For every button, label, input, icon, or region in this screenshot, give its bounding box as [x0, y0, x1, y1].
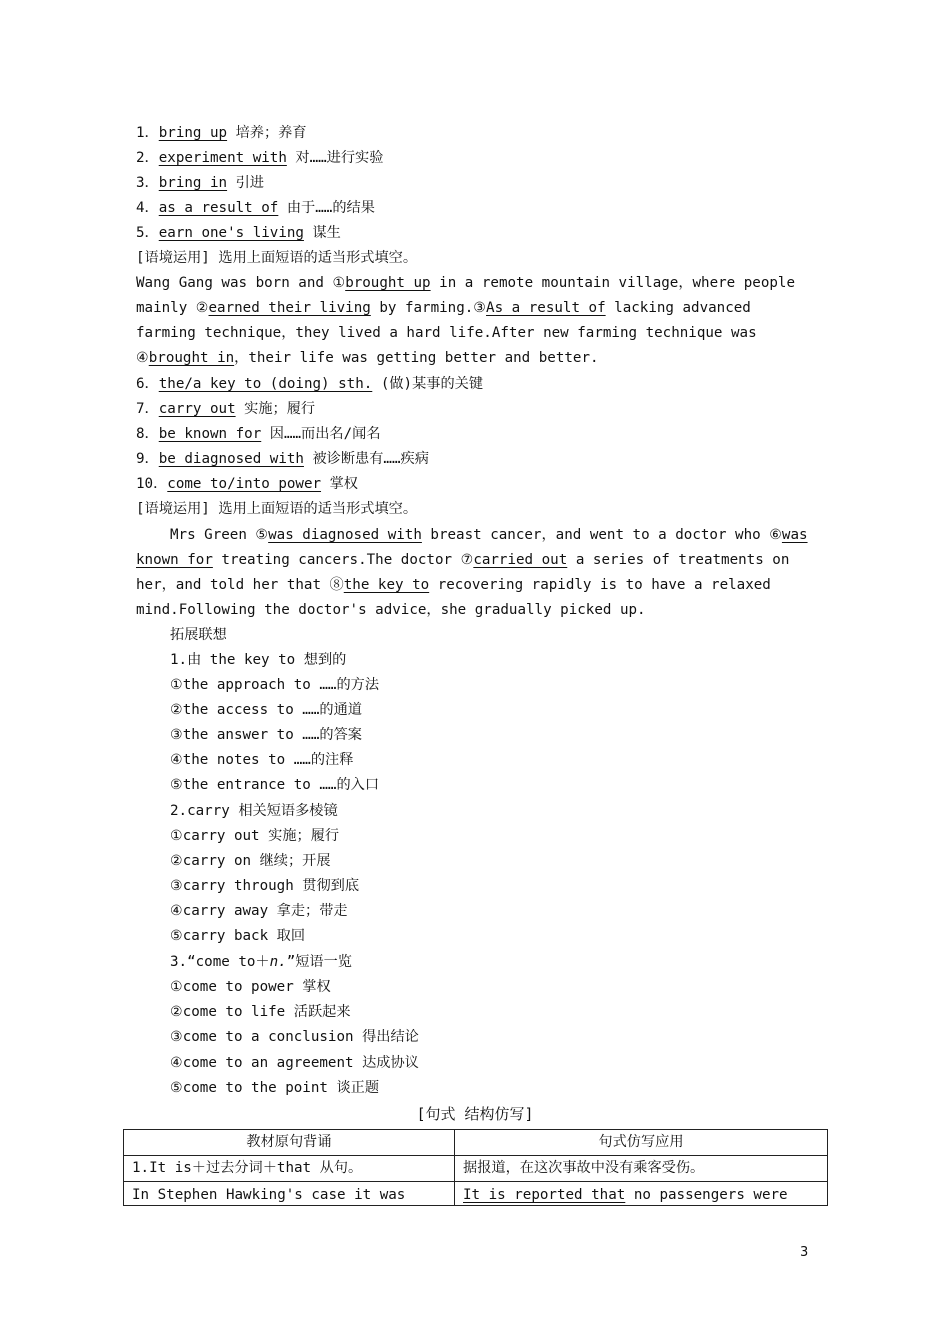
phrase-item-9: 9．be diagnosed with 被诊断患有……疾病 — [136, 451, 429, 467]
phrase-item-1: 1．bring up 培养；养育 — [136, 125, 307, 141]
table-header: 教材原句背诵 — [124, 1130, 455, 1156]
passage2-line-4: mind.Following the doctor's advice，she gradually picked up. — [136, 602, 646, 618]
table-cell: 1.It is＋过去分词＋that 从句。 — [124, 1156, 455, 1182]
group3-item: ①come to power 掌权 — [170, 979, 331, 995]
extension-title: 拓展联想 — [170, 627, 227, 643]
sentence-table — [123, 1129, 828, 1206]
table-cell: It is reported that no passengers were — [455, 1182, 828, 1206]
group2-item: ③carry through 贯彻到底 — [170, 878, 360, 894]
group2-title: 2.carry 相关短语多棱镜 — [170, 803, 338, 819]
phrase-item-8: 8．be known for 因……而出名/闻名 — [136, 426, 381, 442]
phrase-item-4: 4．as a result of 由于……的结果 — [136, 200, 375, 216]
phrase-item-5: 5．earn one's living 谋生 — [136, 225, 341, 241]
passage1-line-3: farming technique，they lived a hard life.After new farming technique was — [136, 325, 757, 341]
passage1-line-2: mainly ②earned their living by farming.③As a result of lacking advanced — [136, 300, 751, 316]
group1-item: ①the approach to ……的方法 — [170, 677, 380, 693]
group3-item: ④come to an agreement 达成协议 — [170, 1055, 419, 1071]
group2-item: ②carry on 继续；开展 — [170, 853, 331, 869]
phrase-item-10: 10．come to/into power 掌权 — [136, 476, 358, 492]
group2-item: ①carry out 实施；履行 — [170, 828, 340, 844]
group3-item: ③come to a conclusion 得出结论 — [170, 1029, 419, 1045]
phrase-item-3: 3．bring in 引进 — [136, 175, 264, 191]
phrase-item-6: 6．the/a key to (doing) sth. (做)某事的关键 — [136, 376, 484, 392]
group1-item: ④the notes to ……的注释 — [170, 752, 354, 768]
passage2-line-1: Mrs Green ⑤was diagnosed with breast cancer，and went to a doctor who ⑥was — [170, 527, 808, 543]
table-header-row — [124, 1130, 828, 1156]
passage1-line-1: Wang Gang was born and ①brought up in a remote mountain village，where people — [136, 275, 796, 291]
group2-item: ⑤carry back 取回 — [170, 928, 306, 944]
table-cell: 据报道，在这次事故中没有乘客受伤。 — [455, 1156, 828, 1182]
group3-title: 3.“come to＋n.”短语一览 — [170, 954, 352, 970]
table-row — [124, 1182, 828, 1206]
group1-item: ③the answer to ……的答案 — [170, 727, 362, 743]
page-number: 3 — [800, 1245, 809, 1260]
phrase-item-2: 2．experiment with 对……进行实验 — [136, 150, 384, 166]
context-label-2: [语境运用] 选用上面短语的适当形式填空。 — [136, 501, 418, 517]
table-cell: In Stephen Hawking's case it was — [124, 1182, 455, 1206]
table-row — [124, 1156, 828, 1182]
phrase-item-7: 7．carry out 实施；履行 — [136, 401, 316, 417]
passage2-line-2: known for treating cancers.The doctor ⑦carried out a series of treatments on — [136, 552, 790, 568]
section-heading: [句式 结构仿写] — [416, 1105, 534, 1123]
group2-item: ④carry away 拿走；带走 — [170, 903, 348, 919]
group1-title: 1.由 the key to 想到的 — [170, 652, 347, 668]
passage1-line-4: ④brought in，their life was getting better and better. — [136, 350, 599, 366]
context-label-1: [语境运用] 选用上面短语的适当形式填空。 — [136, 250, 418, 266]
group1-item: ②the access to ……的通道 — [170, 702, 362, 718]
table-header: 句式仿写应用 — [455, 1130, 828, 1156]
group1-item: ⑤the entrance to ……的入口 — [170, 777, 380, 793]
passage2-line-3: her，and told her that ⑧the key to recovering rapidly is to have a relaxed — [136, 577, 771, 593]
group3-item: ②come to life 活跃起来 — [170, 1004, 351, 1020]
group3-item: ⑤come to the point 谈正题 — [170, 1080, 380, 1096]
